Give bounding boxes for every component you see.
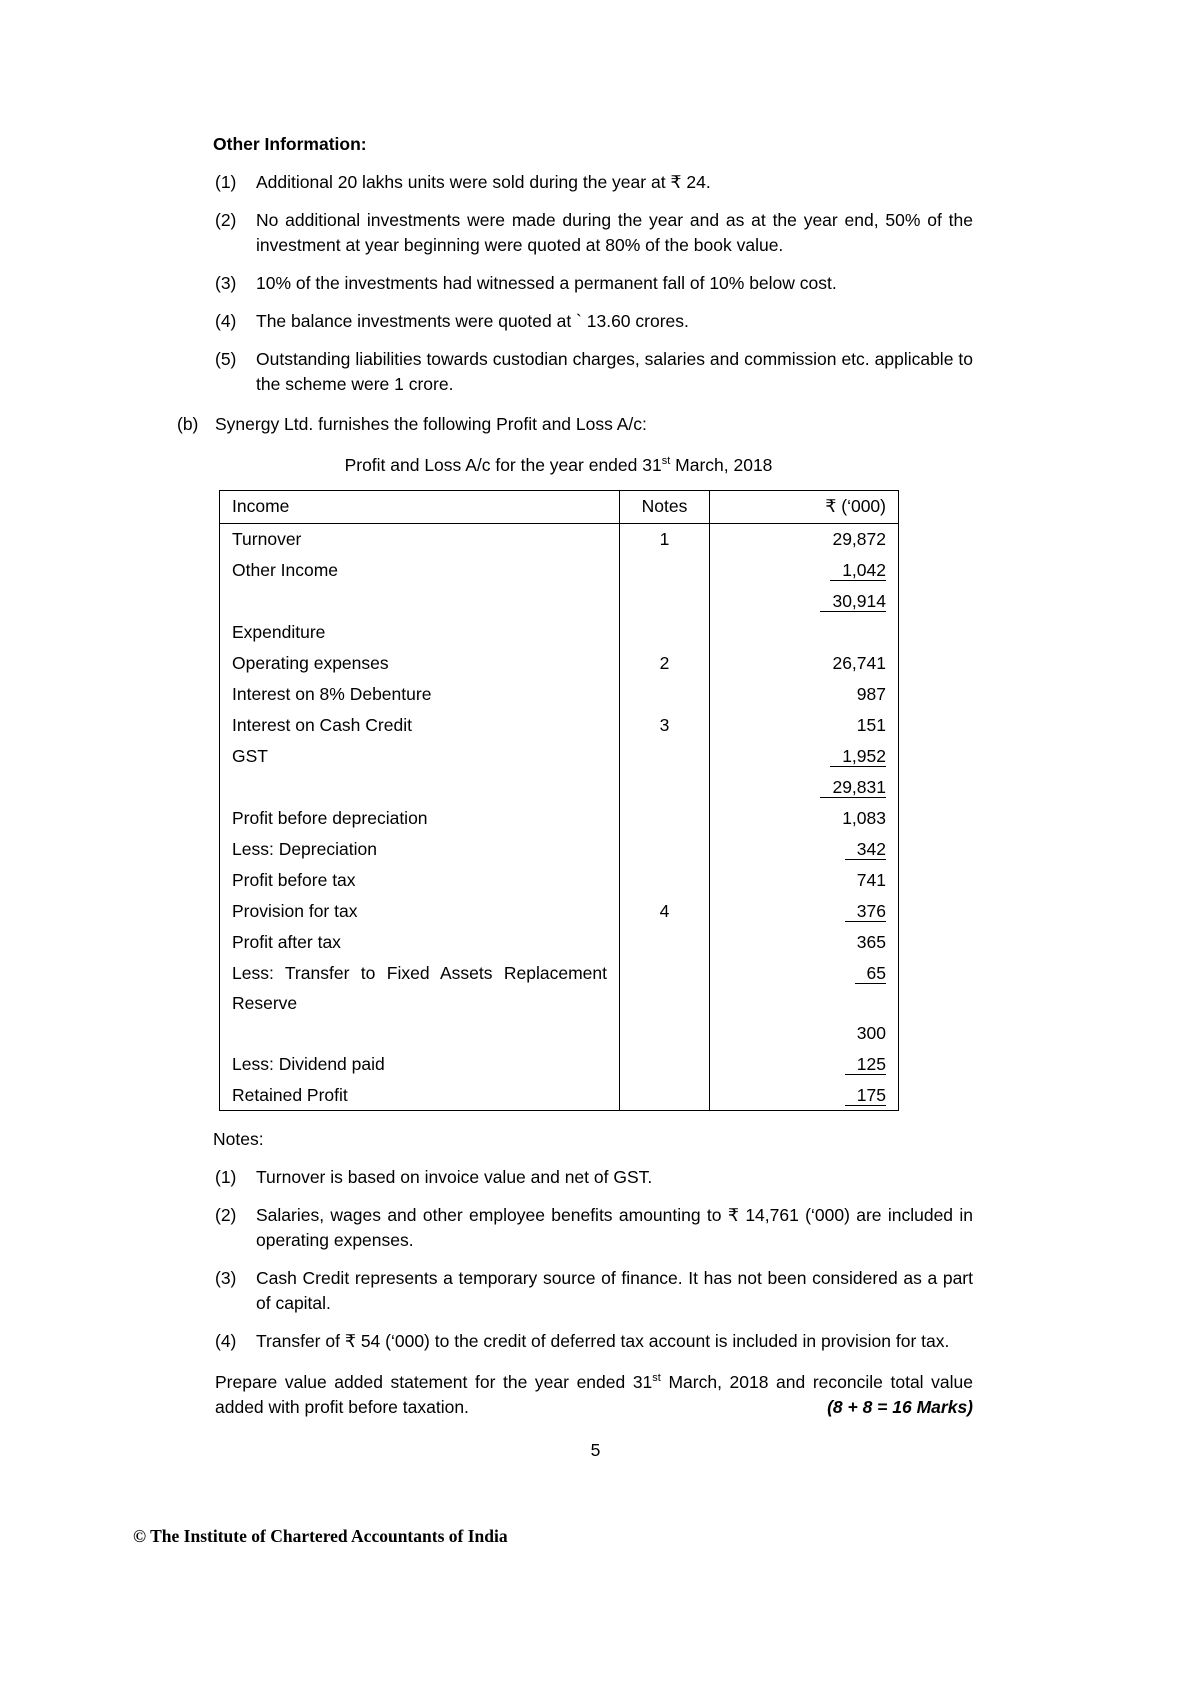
row-label: Less: Depreciation — [220, 834, 620, 865]
row-amount: 26,741 — [832, 652, 886, 673]
row-label: Interest on 8% Debenture — [220, 679, 620, 710]
list-item-text: Outstanding liabilities towards custodian charges, salaries and commission etc. applicable to the scheme were 1 crore. — [256, 349, 973, 394]
row-amount: 175 — [710, 1080, 899, 1111]
list-item-number: (5) — [215, 349, 237, 369]
part-b-text: Synergy Ltd. furnishes the following Profit and Loss A/c: — [215, 414, 647, 434]
row-amount: 300 — [856, 1022, 886, 1043]
row-note — [620, 617, 710, 648]
row-note — [620, 679, 710, 710]
column-header-income: Income — [220, 491, 620, 524]
row-label: Profit before depreciation — [220, 803, 620, 834]
row-amount — [710, 617, 899, 648]
list-item-text: Salaries, wages and other employee benefits amounting to ₹ 14,761 (‘000) are included in operating expenses. — [256, 1205, 973, 1250]
list-item-text: Additional 20 lakhs units were sold during the year at ₹ 24. — [256, 172, 711, 192]
row-label: Provision for tax — [220, 896, 620, 927]
row-amount: 29,831 — [710, 772, 899, 803]
note-item — [215, 1165, 973, 1190]
row-label: GST — [220, 741, 620, 772]
row-label: Retained Profit — [220, 1080, 620, 1111]
note-item — [215, 1329, 973, 1354]
copyright-footer: © The Institute of Chartered Accountants of India — [133, 1526, 508, 1546]
row-label: Turnover — [220, 524, 620, 555]
row-note: 1 — [620, 524, 710, 555]
row-label: Other Income — [220, 555, 620, 586]
row-note — [620, 1080, 710, 1111]
row-label: Interest on Cash Credit — [220, 710, 620, 741]
other-information-heading: Other Information: — [213, 134, 367, 154]
column-header-amount: ₹ (‘000) — [710, 491, 899, 524]
list-item-text: The balance investments were quoted at ` 13.60 crores. — [256, 311, 689, 331]
table-row — [220, 865, 899, 896]
list-item — [215, 170, 973, 195]
closing-paragraph — [215, 1370, 973, 1420]
table-row — [220, 1049, 899, 1080]
row-note — [620, 927, 710, 958]
row-label — [220, 772, 620, 803]
part-b-item — [177, 412, 973, 437]
row-label — [220, 1018, 620, 1049]
table-row — [220, 803, 899, 834]
page-content — [177, 132, 973, 1420]
row-note — [620, 741, 710, 772]
table-row — [220, 958, 899, 1018]
superscript-st: st — [661, 455, 671, 468]
note-item — [215, 1203, 973, 1253]
row-amount: 376 — [710, 896, 899, 927]
list-item-number: (3) — [215, 273, 237, 293]
table-title: Profit and Loss A/c for the year ended 31st March, 2018 — [344, 455, 773, 475]
list-item-text: No additional investments were made during the year and as at the year end, 50% of the investment at year beginning were quoted at 80% of the book value. — [256, 210, 973, 255]
superscript-st: st — [652, 1372, 661, 1385]
note-item — [215, 1266, 973, 1316]
list-item — [215, 309, 973, 334]
list-item-text: Cash Credit represents a temporary source of finance. It has not been considered as a part of capital. — [256, 1268, 973, 1313]
row-label: Operating expenses — [220, 648, 620, 679]
row-amount: 151 — [856, 714, 886, 735]
row-note — [620, 834, 710, 865]
list-item-text: Turnover is based on invoice value and net of GST. — [256, 1167, 653, 1187]
table-row — [220, 524, 899, 555]
row-label: Profit after tax — [220, 927, 620, 958]
list-item-number: (2) — [215, 210, 237, 230]
list-item-number: (1) — [215, 1167, 237, 1187]
table-row — [220, 772, 899, 803]
row-note — [620, 555, 710, 586]
row-note — [620, 1049, 710, 1080]
row-amount: 741 — [856, 869, 886, 890]
table-row — [220, 834, 899, 865]
list-item — [215, 208, 973, 258]
list-item-number: (1) — [215, 172, 237, 192]
table-row — [220, 927, 899, 958]
list-item-number: (3) — [215, 1268, 237, 1288]
table-row — [220, 617, 899, 648]
list-item-text: Transfer of ₹ 54 (‘000) to the credit of deferred tax account is included in provision for tax. — [256, 1331, 950, 1351]
row-amount: 365 — [856, 931, 886, 952]
row-note: 2 — [620, 648, 710, 679]
row-note — [620, 865, 710, 896]
row-amount: 1,083 — [842, 807, 886, 828]
list-item-number: (b) — [177, 414, 199, 434]
row-label: Less: Transfer to Fixed Assets Replacement Reserve — [220, 958, 620, 1018]
row-note — [620, 586, 710, 617]
notes-heading: Notes: — [213, 1129, 264, 1149]
profit-and-loss-table — [219, 490, 899, 1111]
table-row — [220, 1018, 899, 1049]
row-note — [620, 772, 710, 803]
row-amount: 1,952 — [710, 741, 899, 772]
row-amount: 125 — [710, 1049, 899, 1080]
row-amount: 987 — [856, 683, 886, 704]
table-row — [220, 896, 899, 927]
row-amount: 29,872 — [832, 529, 886, 549]
row-label — [220, 586, 620, 617]
list-item — [215, 347, 973, 397]
table-row — [220, 648, 899, 679]
table-header — [220, 491, 899, 524]
row-amount: 1,042 — [710, 555, 899, 586]
list-item — [215, 271, 973, 296]
table-row — [220, 741, 899, 772]
table-row — [220, 679, 899, 710]
column-header-notes: Notes — [620, 491, 710, 524]
row-note — [620, 958, 710, 1018]
table-row — [220, 1080, 899, 1111]
row-note: 3 — [620, 710, 710, 741]
list-item-number: (4) — [215, 311, 237, 331]
row-label: Less: Dividend paid — [220, 1049, 620, 1080]
table-row — [220, 710, 899, 741]
row-label: Expenditure — [220, 617, 620, 648]
row-label: Profit before tax — [220, 865, 620, 896]
table-row — [220, 586, 899, 617]
closing-text: Prepare value added statement for the year ended 31st March, 2018 and reconcile total value added with profit before taxation. — [215, 1372, 973, 1417]
row-amount: 342 — [710, 834, 899, 865]
row-amount: 30,914 — [710, 586, 899, 617]
row-amount: 65 — [710, 958, 899, 1018]
list-item-number: (4) — [215, 1331, 237, 1351]
row-note: 4 — [620, 896, 710, 927]
marks-label: (8 + 8 = 16 Marks) — [827, 1397, 973, 1417]
row-note — [620, 803, 710, 834]
page-number: 5 — [590, 1440, 601, 1460]
table-row — [220, 555, 899, 586]
list-item-text: 10% of the investments had witnessed a permanent fall of 10% below cost. — [256, 273, 837, 293]
list-item-number: (2) — [215, 1205, 237, 1225]
row-note — [620, 1018, 710, 1049]
